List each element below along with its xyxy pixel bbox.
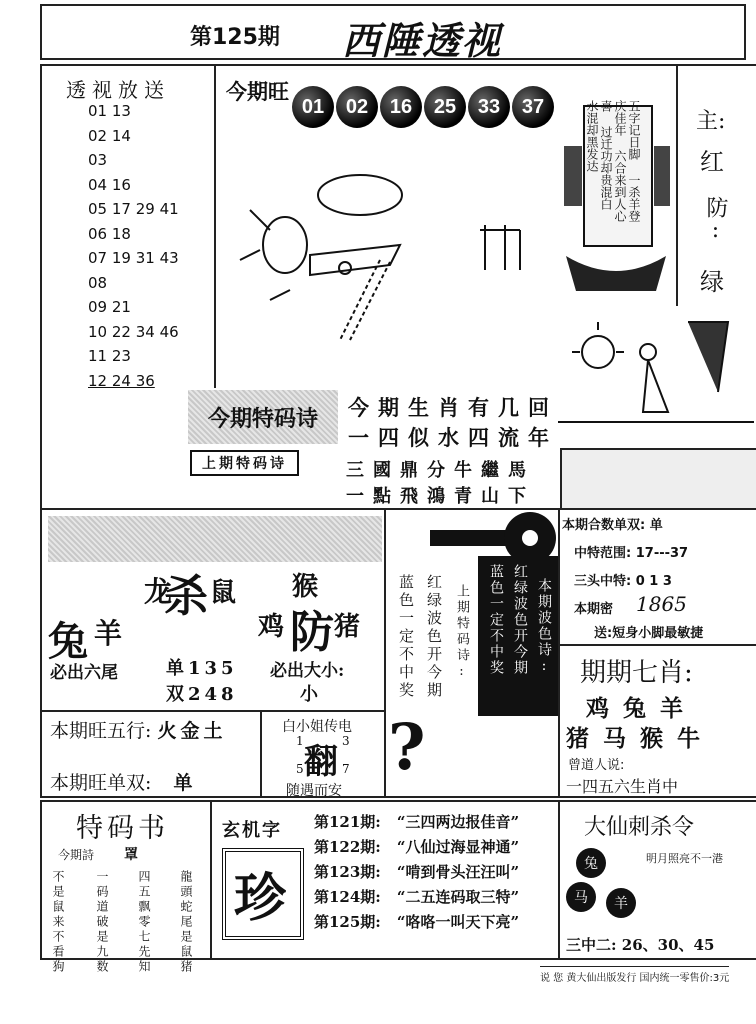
- shang-tema-line2: 一點飛鴻青山下: [346, 486, 535, 507]
- jinqi-label: 今期旺: [226, 79, 289, 104]
- daxian-title: 大仙刺杀令: [584, 815, 695, 840]
- xuanji-row: [314, 885, 519, 910]
- danshuang-value: 单: [173, 772, 193, 794]
- xuanji-issue: 第124期:: [314, 888, 381, 906]
- xiaojie-n5: 5: [296, 762, 304, 776]
- bose-col-b: 红绿波色开今期: [425, 574, 443, 700]
- ship-line: 过迁功却贵混白: [599, 126, 613, 210]
- xuanji-char: 珍: [234, 868, 287, 929]
- divider: [558, 644, 756, 646]
- zodiac-fang: 防: [290, 607, 334, 658]
- list-item: 11 23: [88, 347, 131, 365]
- header-frame: [40, 4, 746, 63]
- daxian-ball-ma: 马: [566, 882, 596, 912]
- qiqi-title: 期期七肖:: [580, 658, 693, 688]
- zodiac-zhu: 猪: [334, 612, 361, 642]
- divider: [260, 712, 262, 798]
- wuxing-value: 火金土: [157, 720, 227, 742]
- divider: [558, 510, 560, 798]
- daxiao-value: 小: [300, 684, 318, 705]
- toushi-title: 透视放送: [66, 78, 170, 102]
- santou: 三头中特: 0 1 3: [574, 574, 672, 589]
- xuanji-issue: 第125期:: [314, 913, 381, 931]
- zodiac-yang: 羊: [94, 617, 123, 650]
- animals-illustration: [230, 150, 550, 370]
- zodiac-sha: 杀: [164, 571, 208, 622]
- zhu-label: 主:: [696, 109, 726, 134]
- divider: [384, 510, 386, 798]
- bose-col-a: 蓝色一定不中奖: [397, 574, 415, 700]
- list-item: 01 13: [88, 102, 131, 120]
- danshuang-label: 本期旺单双:: [50, 772, 152, 794]
- list-item: 02 14: [88, 126, 131, 145]
- bichu-wei: 必出六尾: [50, 663, 118, 683]
- ship-line: 五字记日脚: [627, 100, 641, 160]
- xiaojie-n3: 3: [342, 734, 350, 748]
- bose-col-c: 上期特码诗:: [454, 584, 469, 682]
- xuanji-issue: 第123期:: [314, 863, 381, 881]
- bose-blk-b: 红绿波色开今期: [512, 564, 528, 676]
- zodiac-hou: 猴: [292, 572, 319, 602]
- shang-tema-line1: 三國鼎分牛繼馬: [346, 460, 535, 481]
- banner-band: [48, 516, 382, 562]
- qiqi-row1: 鸡兔羊: [586, 695, 697, 722]
- issue-number: 第125期: [190, 25, 280, 50]
- xuanji-text: “咯咯一叫天下亮”: [396, 913, 520, 931]
- fang-value: 绿: [700, 268, 724, 296]
- xiaojie-title: 白小姐传电: [282, 719, 352, 735]
- divider: [558, 800, 560, 960]
- ship-poem: [585, 100, 641, 230]
- zodiac-shu: 鼠: [210, 578, 237, 608]
- temashu-title: 特码书: [76, 813, 169, 844]
- fang-label: 防:: [703, 196, 728, 243]
- divider: [40, 508, 756, 510]
- daoren-value: 一四五六生肖中: [566, 777, 679, 796]
- xiaojie-n7: 7: [342, 762, 350, 776]
- tema-shi-line2: 一四似水四流年: [348, 426, 558, 450]
- xuanji-row: [314, 910, 519, 935]
- person-illustration: [558, 312, 754, 442]
- ship-line: 六合来到人心喜: [599, 100, 627, 222]
- xiaojie-bottom: 随遇而安: [286, 783, 342, 799]
- xuanji-row: [314, 810, 519, 835]
- xuanji-text: “三四两边报佳音”: [396, 813, 520, 831]
- list-item: 08: [88, 273, 108, 292]
- temashu-col: 四五飘零七先知: [137, 870, 151, 975]
- paper-title: 西陲透视: [342, 18, 503, 63]
- toushi-list: [88, 99, 179, 393]
- qiqi-row2: 猪马猴牛: [566, 725, 714, 752]
- list-item: 07 19 31 43: [88, 249, 179, 267]
- divider: [214, 66, 216, 388]
- xuanji-label: 玄机字: [222, 820, 282, 841]
- temashu-col: 一码道破是九数: [95, 870, 109, 975]
- bose-blk-c: 本期波色诗:: [536, 578, 552, 676]
- ball: 02: [336, 86, 378, 128]
- divider: [676, 66, 678, 306]
- list-item: 10 22 34 46: [88, 322, 179, 341]
- temashu-col: 龍頭蛇尾是鼠猪: [179, 870, 193, 975]
- lucky-balls: [292, 86, 554, 128]
- ball: 16: [380, 86, 422, 128]
- divider: [210, 800, 212, 960]
- xuanji-list: [314, 810, 519, 935]
- danshuang-row: [50, 768, 192, 795]
- zodiac-long: 龙: [144, 575, 173, 608]
- temashu-sub2: 罩: [124, 847, 138, 863]
- list-item: 03: [88, 151, 108, 169]
- xuanji-text: “啃到骨头汪汪叫”: [396, 863, 520, 881]
- xuanji-issue: 第122期:: [314, 838, 381, 856]
- xuanji-row: [314, 860, 519, 885]
- heshu: 本期合数单双: 单: [562, 518, 663, 533]
- xuanji-row: [314, 835, 519, 860]
- daxian-sub: 明月照亮不一港: [646, 852, 723, 865]
- daxian-ball-yang: 羊: [606, 888, 636, 918]
- mi-value: 1865: [636, 592, 687, 616]
- daxian-ball-tu: 兔: [576, 848, 606, 878]
- question-mark-icon: ?: [388, 710, 426, 785]
- list-item: 06 18: [88, 224, 131, 243]
- fanwei: 中特范围: 17---37: [574, 546, 689, 561]
- list-item: 09 21: [88, 298, 131, 316]
- sign-box: [560, 448, 756, 510]
- ball: 33: [468, 86, 510, 128]
- bose-blk-a: 蓝色一定不中奖: [488, 564, 504, 676]
- xiaojie-n1: 1: [296, 734, 304, 748]
- wuxing-row: [50, 716, 226, 743]
- ball: 25: [424, 86, 466, 128]
- ball: 37: [512, 86, 554, 128]
- list-item: 12 24 36: [88, 371, 155, 390]
- footer-text: 说 您 黄大仙出版发行 国内统一零售价:3元: [540, 966, 729, 984]
- list-item: 05 17 29 41: [88, 200, 179, 218]
- daoren-label: 曾道人说:: [568, 758, 625, 773]
- song: 送:短身小脚最敏捷: [594, 626, 704, 641]
- tema-shi-label-text: 今期特码诗: [207, 405, 318, 432]
- xuanji-text: “八仙过海显神通”: [396, 838, 520, 856]
- zodiac-ji: 鸡: [258, 612, 285, 642]
- bichu-daxiao: 必出大小:: [270, 661, 345, 681]
- ship-line: 一杀羊登庆佳年: [613, 100, 641, 222]
- tema-shi-label: [188, 390, 338, 444]
- list-item: 04 16: [88, 175, 131, 194]
- ball: 01: [292, 86, 334, 128]
- daxian-bottom: 三中二: 26、30、45: [566, 936, 715, 954]
- dan-numbers: 单135: [166, 658, 238, 679]
- divider: [40, 710, 384, 712]
- zhu-value: 红: [700, 148, 724, 176]
- xiaojie-big: 翻: [304, 742, 338, 782]
- ship-line: 水混却黑发达: [585, 100, 599, 172]
- shang-tema-label: 上期特码诗: [190, 450, 299, 476]
- temashu-sub: 今期詩: [58, 848, 95, 862]
- temashu-col: 不是鼠来不看狗: [51, 870, 65, 975]
- xuanji-text: “二五连码取三特”: [396, 888, 520, 906]
- zodiac-tu: 兔: [48, 618, 88, 665]
- wuxing-label: 本期旺五行:: [50, 720, 152, 742]
- xuanji-issue: 第121期:: [314, 813, 381, 831]
- tema-shi-line1: 今期生肖有几回: [348, 396, 558, 420]
- shuang-numbers: 双248: [166, 684, 238, 705]
- mi-label: 本期密: [574, 602, 614, 617]
